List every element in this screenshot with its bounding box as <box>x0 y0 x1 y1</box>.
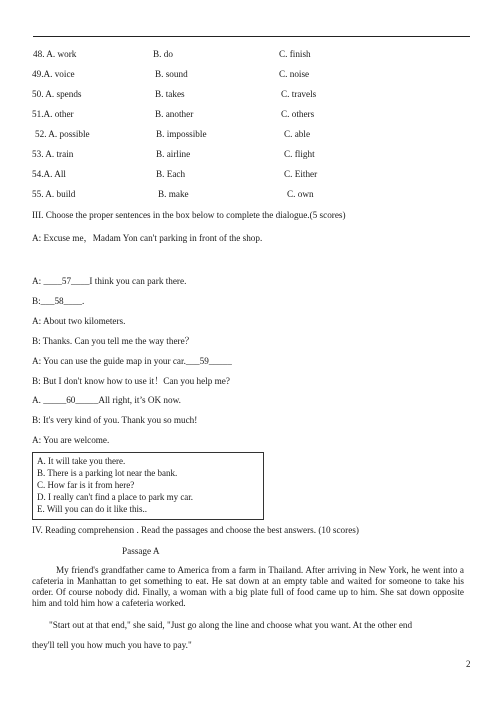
option-b: B. Each <box>156 169 186 179</box>
option-c: C. others <box>281 109 315 119</box>
dialogue-line: B:___58____. <box>32 296 85 306</box>
dialogue-line: A. _____60_____All right, it’s OK now. <box>32 395 181 405</box>
passage-line: they'll tell you how much you have to pay." <box>32 640 192 650</box>
passage-paragraph <box>32 565 464 609</box>
option-a: 48. A. work <box>33 49 77 59</box>
option-a: 49.A. voice <box>32 69 75 79</box>
dialogue-line: A: You are welcome. <box>32 435 110 445</box>
option-c: C. able <box>284 129 311 139</box>
dialogue-line: A: Excuse me，Madam Yon can't parking in front of the shop. <box>32 233 263 243</box>
option-a: 53. A. train <box>32 149 74 159</box>
box-option: E. Will you can do it like this.. <box>37 504 147 514</box>
passage-line: "Start out at that end," she said, "Just go along the line and choose what you want. At the other end <box>49 620 413 630</box>
option-b: B. make <box>158 189 189 199</box>
option-b: B. impossible <box>156 129 207 139</box>
box-option: C. How far is it from here? <box>37 480 135 490</box>
option-b: B. sound <box>155 69 188 79</box>
section-4-title: IV. Reading comprehension . Read the passages and choose the best answers. (10 scores) <box>32 525 359 535</box>
passage-title: Passage A <box>122 546 160 556</box>
option-a: 50. A. spends <box>32 89 82 99</box>
answer-options-box <box>32 452 264 520</box>
passage-paragraph-text: My friend's grandfather came to America from a farm in Thailand. After arriving in New York, he went into a cafeteria in Manhattan to get something to eat. He sat down at an empty table and waited for someone to take his order. Of course nobody did. Finally, a woman with a big plate full of food came up to him. She sat down opposite him and told him how a cafeteria worked. <box>32 565 464 608</box>
box-option: A. It will take you there. <box>37 456 126 466</box>
option-c: C. noise <box>279 69 310 79</box>
option-b: B. airline <box>156 149 191 159</box>
dialogue-line: A: About two kilometers. <box>32 316 126 326</box>
option-c: C. travels <box>281 89 317 99</box>
option-a: 52. A. possible <box>35 129 90 139</box>
option-a: 55. A. build <box>32 189 76 199</box>
dialogue-line: B: It's very kind of you. Thank you so much! <box>32 415 198 425</box>
box-option: D. I really can't find a place to park my car. <box>37 492 194 502</box>
option-c: C. own <box>287 189 314 199</box>
option-a: 54.A. All <box>32 169 66 179</box>
option-c: C. flight <box>284 149 315 159</box>
dialogue-line: A: ____57____I think you can park there. <box>32 276 187 286</box>
option-b: B. another <box>155 109 194 119</box>
section-3-title: III. Choose the proper sentences in the box below to complete the dialogue.(5 scores) <box>32 210 346 220</box>
option-c: C. finish <box>279 49 311 59</box>
page-number: 2 <box>466 659 471 669</box>
dialogue-line: A: You can use the guide map in your car.___59_____ <box>32 356 232 366</box>
header-rule <box>33 36 470 37</box>
dialogue-line: B: But I don't know how to use it！Can you help me? <box>32 376 230 386</box>
option-b: B. takes <box>155 89 185 99</box>
option-a: 51.A. other <box>32 109 74 119</box>
option-c: C. Either <box>284 169 318 179</box>
option-b: B. do <box>153 49 173 59</box>
box-option: B. There is a parking lot near the bank. <box>37 468 178 478</box>
dialogue-line: B: Thanks. Can you tell me the way there？ <box>32 336 194 346</box>
